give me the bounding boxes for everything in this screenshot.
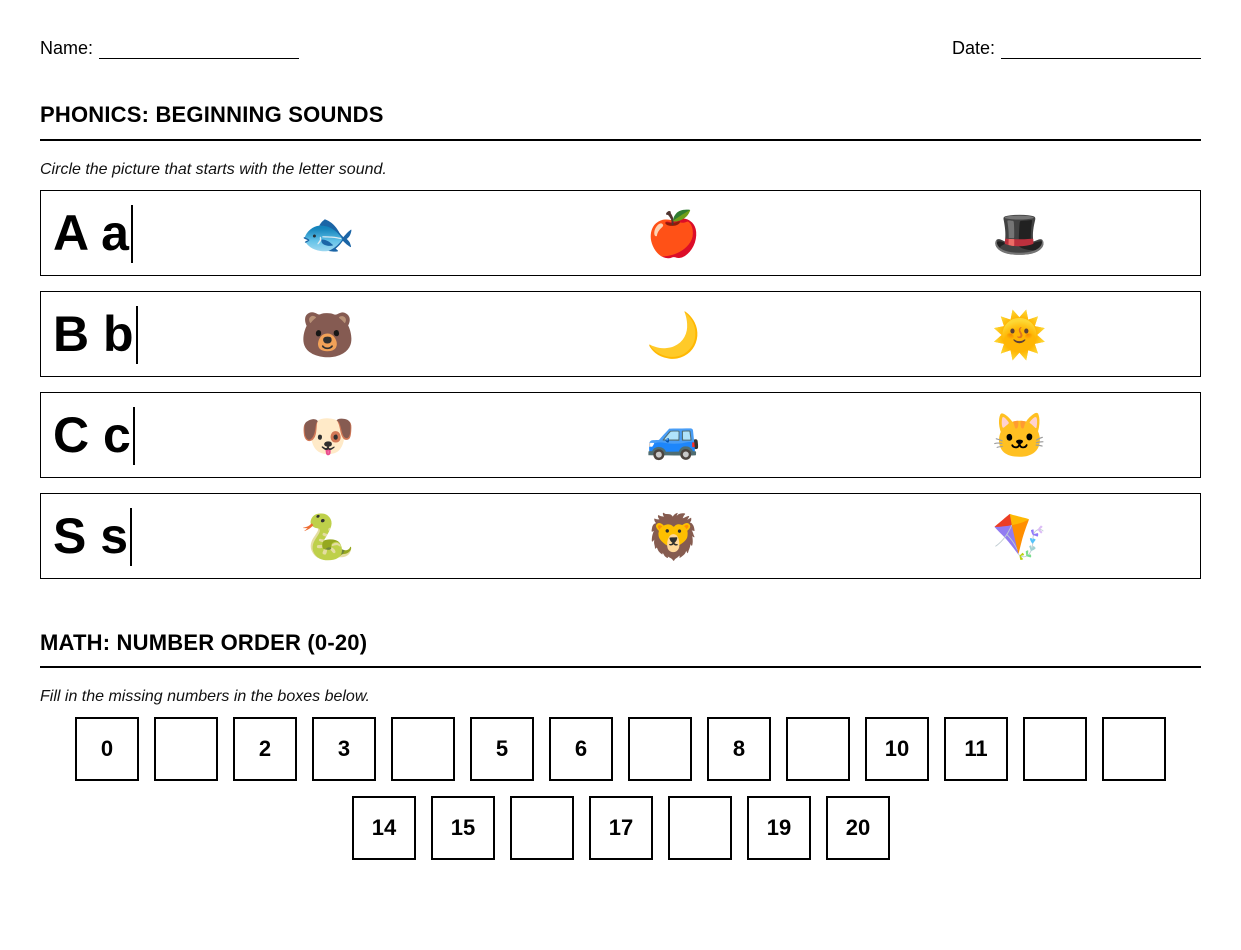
dog-icon[interactable]: 🐶 bbox=[300, 412, 355, 461]
name-label: Name: bbox=[40, 38, 94, 58]
number-box-15[interactable]: 15 bbox=[431, 796, 495, 860]
lion-icon[interactable]: 🦁 bbox=[646, 513, 701, 562]
number-box-8[interactable]: 8 bbox=[707, 717, 771, 781]
header-row bbox=[40, 38, 1201, 62]
date-blank-line[interactable] bbox=[1001, 41, 1201, 59]
phonics-row-b bbox=[40, 291, 1201, 377]
car-icon[interactable]: 🚙 bbox=[646, 412, 701, 461]
number-box-1[interactable] bbox=[154, 717, 218, 781]
number-box-11[interactable]: 11 bbox=[944, 717, 1008, 781]
phonics-instructions: Circle the picture that starts with the letter sound. bbox=[40, 161, 387, 178]
number-box-0[interactable]: 0 bbox=[75, 717, 139, 781]
number-box-17[interactable]: 17 bbox=[589, 796, 653, 860]
phonics-divider bbox=[40, 139, 1201, 141]
number-box-18[interactable] bbox=[668, 796, 732, 860]
number-box-9[interactable] bbox=[786, 717, 850, 781]
snake-icon[interactable]: 🐍 bbox=[300, 513, 355, 562]
number-box-12[interactable] bbox=[1023, 717, 1087, 781]
date-field[interactable] bbox=[952, 38, 1201, 59]
letter-pair: C c bbox=[53, 407, 135, 465]
letter-pair: A a bbox=[53, 205, 133, 263]
number-box-6[interactable]: 6 bbox=[549, 717, 613, 781]
number-box-10[interactable]: 10 bbox=[865, 717, 929, 781]
number-box-4[interactable] bbox=[391, 717, 455, 781]
number-box-7[interactable] bbox=[628, 717, 692, 781]
sun-with-face-icon[interactable]: 🌞 bbox=[992, 311, 1047, 360]
crescent-moon-icon[interactable]: 🌙 bbox=[646, 311, 701, 360]
number-box-20[interactable]: 20 bbox=[826, 796, 890, 860]
kite-icon[interactable]: 🪁 bbox=[992, 513, 1047, 562]
number-box-5[interactable]: 5 bbox=[470, 717, 534, 781]
math-divider bbox=[40, 666, 1201, 668]
number-box-3[interactable]: 3 bbox=[312, 717, 376, 781]
date-label: Date: bbox=[951, 38, 995, 58]
letter-pair: S s bbox=[53, 508, 132, 566]
phonics-row-c bbox=[40, 392, 1201, 478]
phonics-row-a bbox=[40, 190, 1201, 276]
apple-icon[interactable]: 🍎 bbox=[646, 210, 701, 259]
math-title: MATH: NUMBER ORDER (0-20) bbox=[40, 630, 368, 655]
phonics-row-s bbox=[40, 493, 1201, 579]
name-field[interactable] bbox=[40, 38, 299, 59]
fish-icon[interactable]: 🐟 bbox=[300, 210, 355, 259]
number-box-19[interactable]: 19 bbox=[747, 796, 811, 860]
number-box-2[interactable]: 2 bbox=[233, 717, 297, 781]
number-box-16[interactable] bbox=[510, 796, 574, 860]
number-box-14[interactable]: 14 bbox=[352, 796, 416, 860]
letter-pair: B b bbox=[53, 306, 138, 364]
phonics-title: PHONICS: BEGINNING SOUNDS bbox=[40, 102, 384, 127]
number-box-13[interactable] bbox=[1102, 717, 1166, 781]
math-instructions: Fill in the missing numbers in the boxes below. bbox=[40, 688, 370, 705]
bear-icon[interactable]: 🐻 bbox=[300, 311, 355, 360]
top-hat-icon[interactable]: 🎩 bbox=[992, 210, 1047, 259]
cat-icon[interactable]: 🐱 bbox=[992, 412, 1047, 461]
name-blank-line[interactable] bbox=[99, 41, 299, 59]
